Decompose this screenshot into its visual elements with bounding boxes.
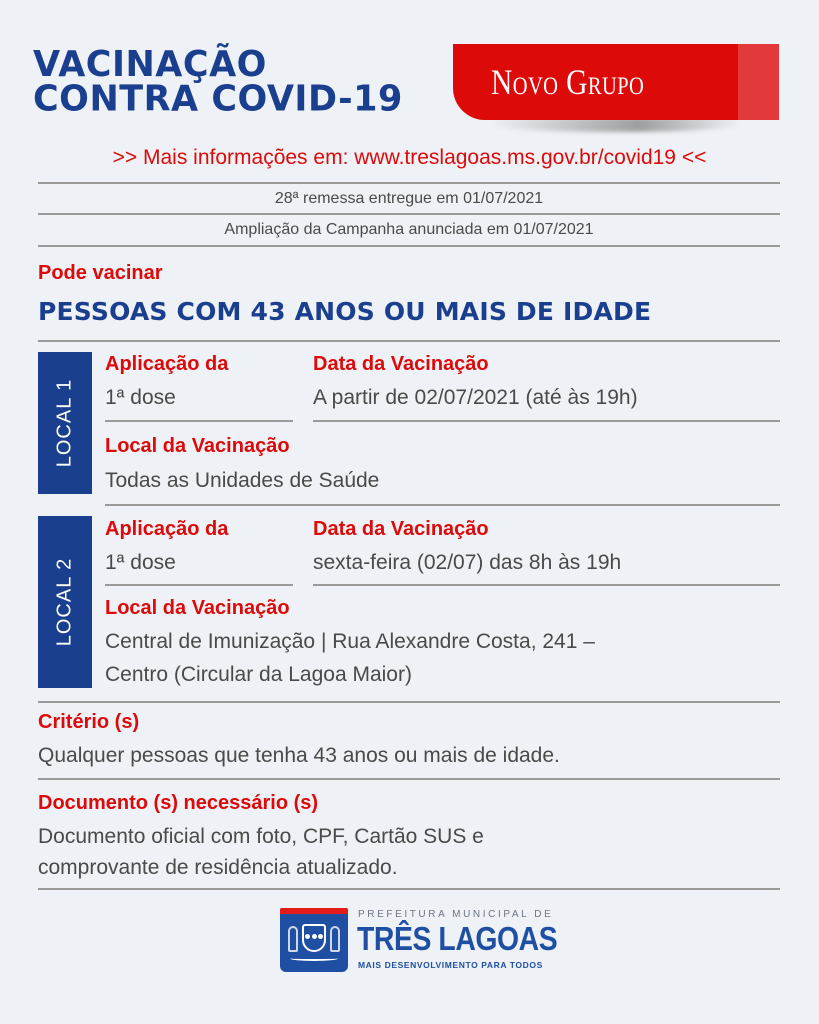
local-2-tag	[38, 516, 92, 688]
local-2-place-line-2: Centro (Circular da Lagoa Maior)	[105, 663, 412, 686]
local-1-date-value: A partir de 02/07/2021 (até às 19h)	[313, 386, 638, 409]
local-2-date-value: sexta-feira (02/07) das 8h às 19h	[313, 551, 622, 574]
badge-shadow	[490, 118, 740, 132]
divider	[313, 584, 780, 586]
divider	[38, 778, 780, 780]
divider	[38, 701, 780, 703]
notice-shipment: 28ª remessa entregue em 01/07/2021	[274, 190, 544, 207]
title-line-1: VACINAÇÃO	[33, 44, 267, 86]
criteria-text: Qualquer pessoas que tenha 43 anos ou mais de idade.	[38, 744, 560, 767]
page-title	[33, 44, 403, 120]
divider	[105, 504, 780, 506]
local-1-dose-label: Aplicação da	[105, 353, 229, 375]
local-2-place-label: Local da Vacinação	[105, 597, 290, 619]
badge-label: Novo Grupo	[491, 62, 645, 102]
prefeitura-logo	[280, 908, 558, 974]
local-2-dose-value: 1ª dose	[105, 551, 176, 574]
divider	[38, 245, 780, 247]
badge-stripe	[738, 44, 779, 120]
new-group-badge	[453, 44, 779, 120]
more-info-link[interactable]: >> Mais informações em: www.treslagoas.ms.gov.br/covid19 <<	[112, 146, 707, 169]
title-line-2: CONTRA COVID-19	[33, 78, 403, 120]
divider	[38, 888, 780, 890]
divider	[105, 584, 293, 586]
criteria-label: Critério (s)	[38, 711, 140, 733]
divider	[313, 420, 780, 422]
divider	[105, 420, 293, 422]
local-2-place-line-1: Central de Imunização | Rua Alexandre Costa, 241 –	[105, 630, 595, 653]
local-1-place-value: Todas as Unidades de Saúde	[105, 469, 380, 492]
local-2-tag-label: LOCAL 2	[53, 557, 76, 647]
logo-top-text: PREFEITURA MUNICIPAL DE	[358, 909, 554, 920]
documents-line-2: comprovante de residência atualizado.	[38, 856, 398, 879]
local-1-date-label: Data da Vacinação	[313, 353, 489, 375]
notice-campaign: Ampliação da Campanha anunciada em 01/07/2021	[224, 221, 594, 238]
eligibility-headline: PESSOAS COM 43 ANOS OU MAIS DE IDADE	[38, 297, 652, 326]
documents-label: Documento (s) necessário (s)	[38, 792, 319, 814]
divider	[38, 213, 780, 215]
divider	[38, 182, 780, 184]
documents-line-1: Documento oficial com foto, CPF, Cartão SUS e	[38, 825, 484, 848]
local-1-place-label: Local da Vacinação	[105, 435, 290, 457]
local-1-tag	[38, 352, 92, 494]
local-2-date-label: Data da Vacinação	[313, 518, 489, 540]
local-1-dose-value: 1ª dose	[105, 386, 176, 409]
divider	[38, 340, 780, 342]
coat-of-arms-icon	[280, 908, 348, 972]
local-1-tag-label: LOCAL 1	[53, 378, 76, 468]
local-2-dose-label: Aplicação da	[105, 518, 229, 540]
logo-slogan: MAIS DESENVOLVIMENTO PARA TODOS	[358, 960, 543, 970]
logo-city-name: TRÊS LAGOAS	[357, 920, 558, 957]
eligibility-label: Pode vacinar	[38, 262, 163, 284]
